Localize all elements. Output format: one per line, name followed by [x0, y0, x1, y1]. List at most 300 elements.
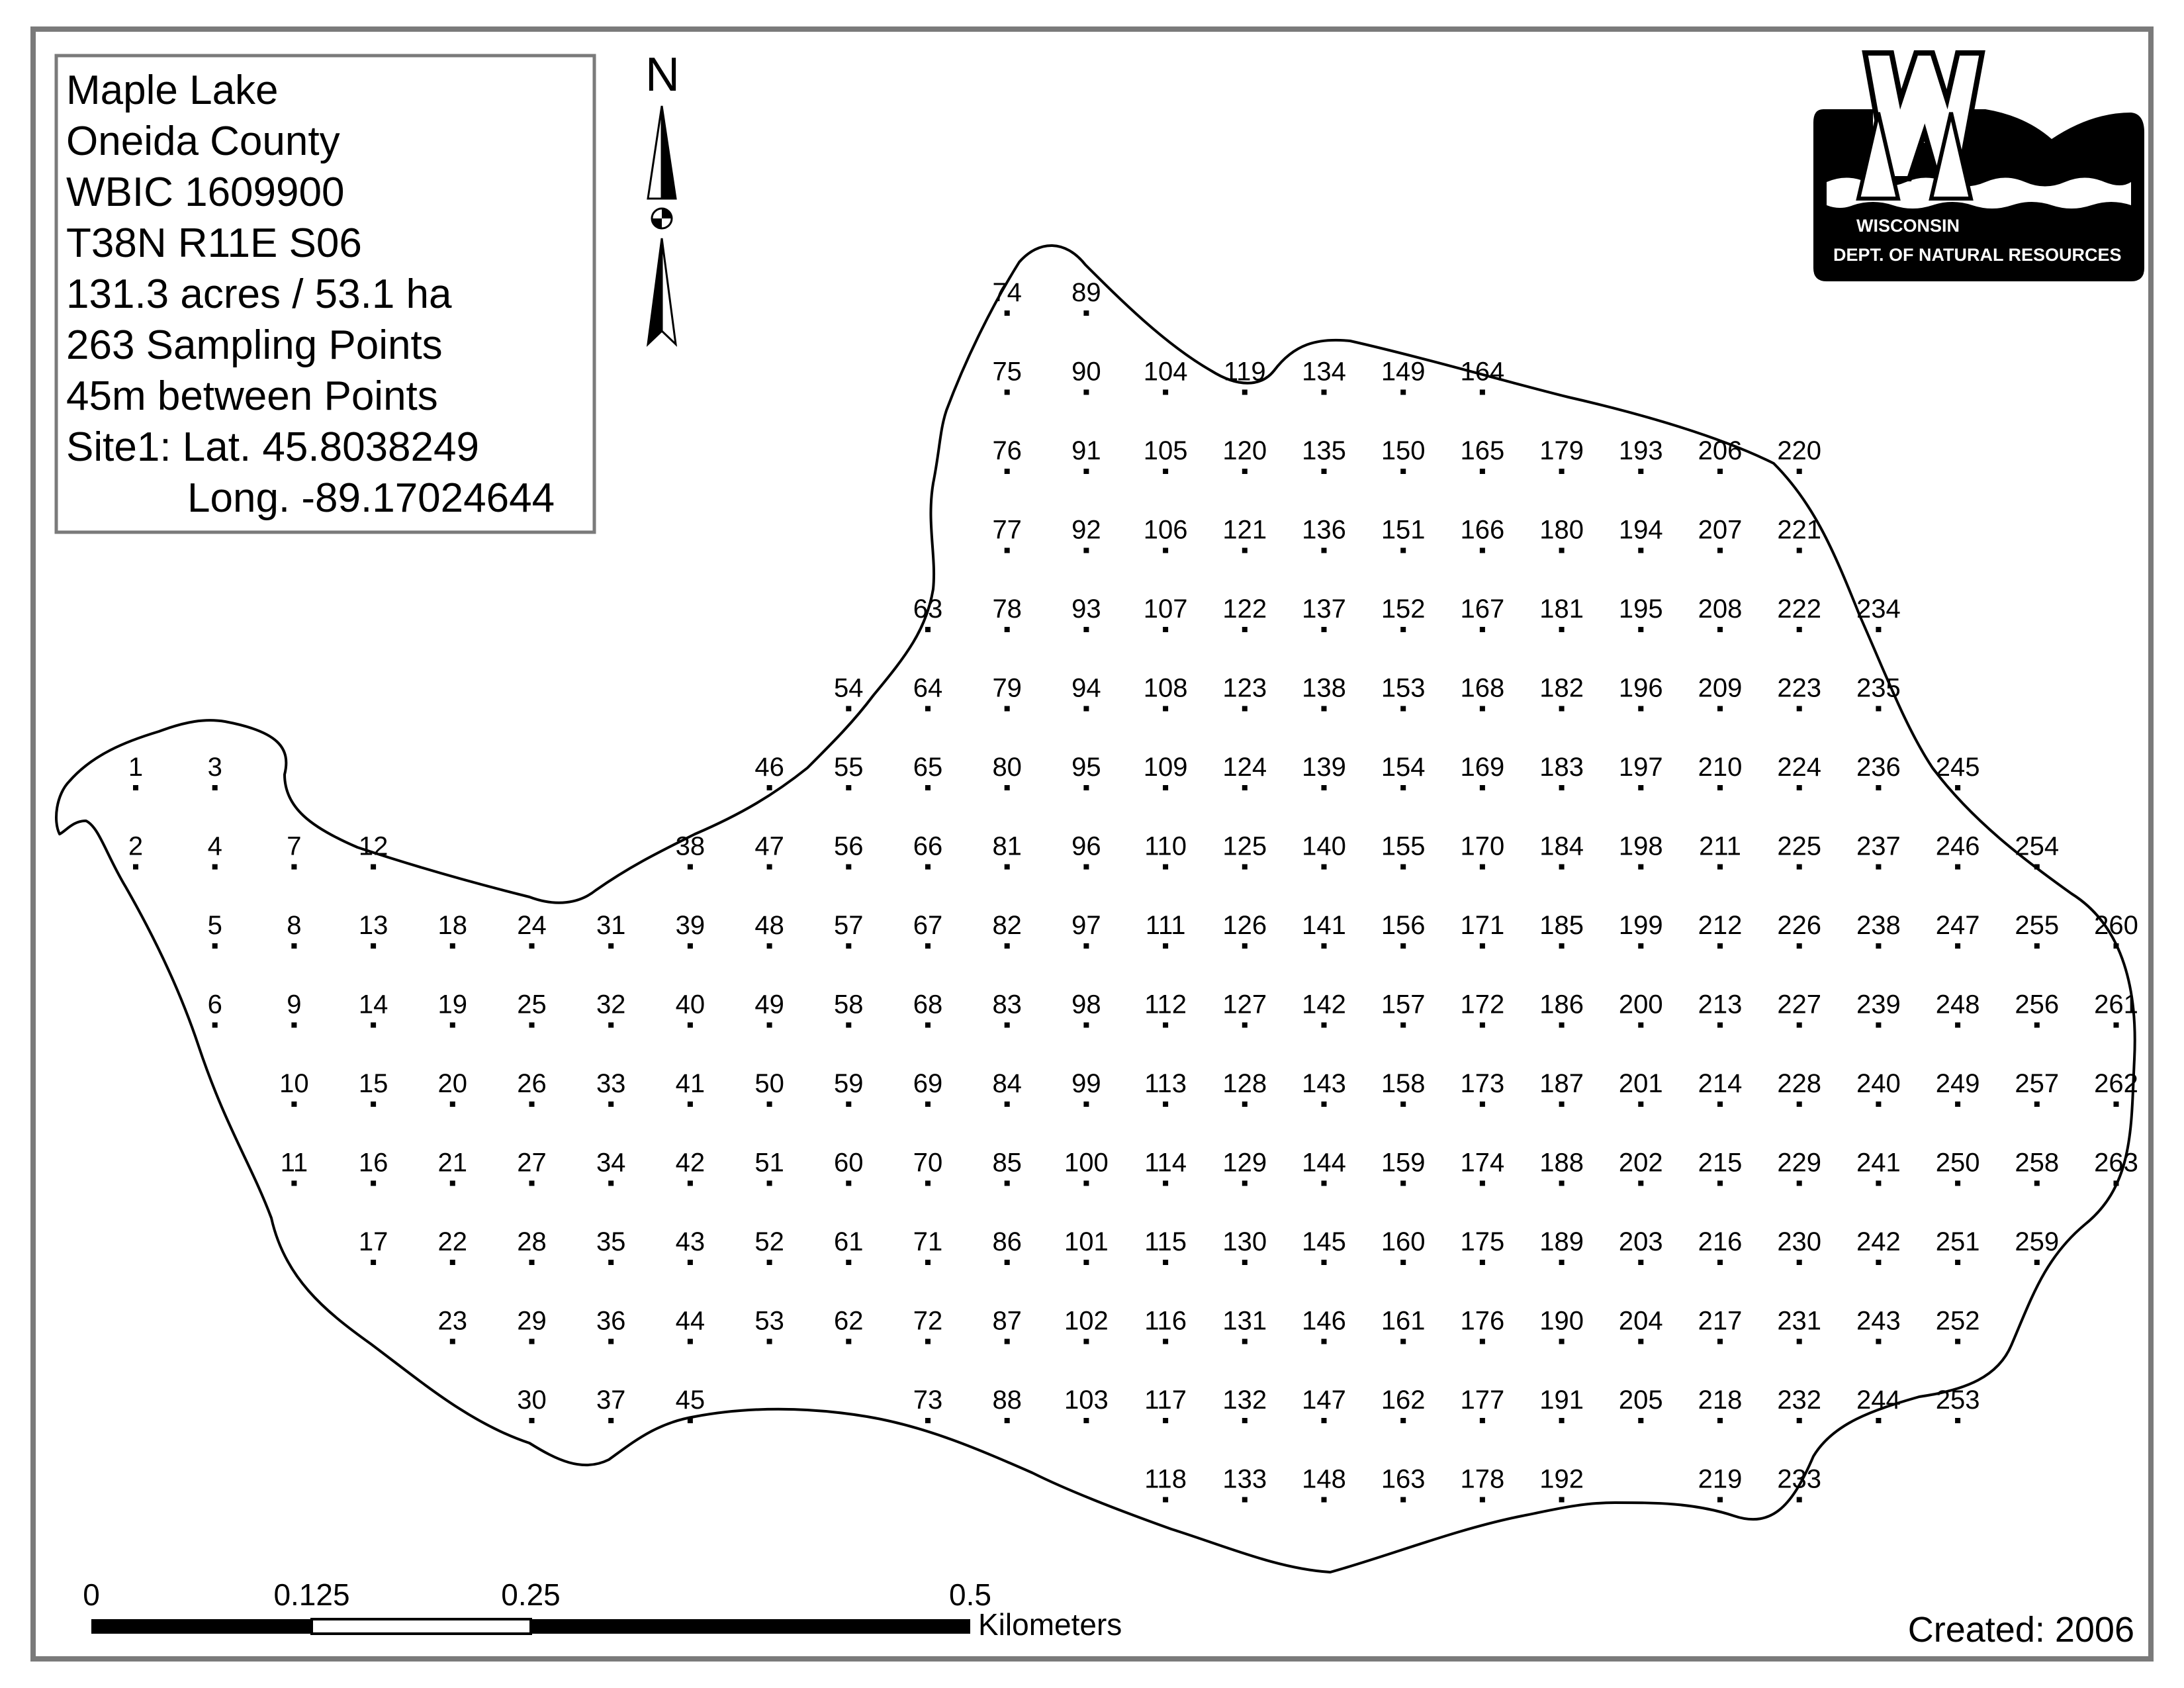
- sampling-point-dot: [846, 1023, 851, 1028]
- sampling-point-label: 113: [1144, 1069, 1187, 1098]
- logo-text-wisconsin: WISCONSIN: [1856, 216, 1960, 236]
- sampling-point-label: 11: [280, 1148, 308, 1178]
- sampling-point-label: 90: [1071, 357, 1101, 387]
- info-lake-name: Maple Lake: [66, 68, 279, 113]
- sampling-point-label: 140: [1302, 831, 1346, 861]
- sampling-point-dot: [2034, 1023, 2040, 1028]
- sampling-point-dot: [1876, 785, 1881, 790]
- sampling-point-dot: [1242, 1102, 1248, 1107]
- sampling-point-dot: [1480, 1497, 1485, 1503]
- sampling-point-dot: [1559, 469, 1565, 474]
- sampling-point-dot: [1638, 469, 1643, 474]
- sampling-point-dot: [450, 1102, 455, 1107]
- sampling-point-label: 114: [1144, 1148, 1187, 1178]
- info-site-lat: Site1: Lat. 45.8038249: [66, 424, 479, 470]
- sampling-point-label: 242: [1856, 1227, 1901, 1256]
- sampling-point-label: 132: [1222, 1385, 1267, 1415]
- sampling-point-label: 84: [992, 1069, 1022, 1098]
- sampling-point-dot: [291, 1102, 296, 1107]
- sampling-point-dot: [1638, 943, 1643, 949]
- sampling-point-dot: [1955, 1102, 1960, 1107]
- sampling-point-label: 76: [992, 436, 1022, 465]
- sampling-point-label: 260: [2094, 911, 2138, 940]
- sampling-point-label: 31: [596, 911, 626, 940]
- sampling-point-dot: [529, 1418, 535, 1423]
- sampling-point-dot: [371, 865, 376, 870]
- sampling-point-dot: [767, 1102, 772, 1107]
- sampling-point-dot: [1638, 1260, 1643, 1265]
- sampling-point-label: 40: [675, 990, 705, 1019]
- sampling-point-dot: [1083, 785, 1089, 790]
- sampling-point-dot: [1480, 1102, 1485, 1107]
- sampling-point-label: 212: [1698, 911, 1743, 940]
- sampling-point-label: 95: [1071, 753, 1101, 782]
- sampling-point-dot: [450, 1023, 455, 1028]
- sampling-point-label: 240: [1856, 1069, 1901, 1098]
- sampling-point-label: 110: [1144, 831, 1187, 861]
- sampling-point-label: 225: [1777, 831, 1822, 861]
- sampling-point-dot: [1242, 1418, 1248, 1423]
- sampling-point-dot: [529, 943, 535, 949]
- sampling-point-label: 100: [1064, 1148, 1109, 1178]
- sampling-point-dot: [1400, 390, 1406, 395]
- sampling-point-label: 66: [913, 831, 943, 861]
- scale-unit: Kilometers: [978, 1607, 1122, 1642]
- sampling-point-dot: [1163, 627, 1168, 632]
- sampling-point-label: 6: [207, 990, 222, 1019]
- sampling-point-dot: [1797, 1181, 1802, 1186]
- sampling-point-label: 79: [992, 673, 1022, 703]
- sampling-point-dot: [1242, 390, 1248, 395]
- sampling-point-label: 46: [754, 753, 784, 782]
- sampling-point-dot: [925, 1339, 931, 1344]
- sampling-point-dot: [1242, 469, 1248, 474]
- sampling-point-dot: [608, 943, 614, 949]
- sampling-point-dot: [1559, 785, 1565, 790]
- sampling-point-dot: [767, 943, 772, 949]
- sampling-point-dot: [1955, 1418, 1960, 1423]
- sampling-point-dot: [291, 943, 296, 949]
- sampling-point-label: 34: [596, 1148, 626, 1178]
- sampling-point-dot: [1797, 469, 1802, 474]
- sampling-point-label: 78: [992, 594, 1022, 624]
- sampling-point-dot: [1322, 1418, 1327, 1423]
- sampling-point-dot: [1400, 1497, 1406, 1503]
- sampling-point-dot: [688, 943, 693, 949]
- sampling-point-label: 42: [675, 1148, 705, 1178]
- sampling-point-label: 47: [754, 831, 784, 861]
- sampling-point-dot: [1322, 1497, 1327, 1503]
- sampling-point-dot: [925, 627, 931, 632]
- sampling-point-dot: [2034, 943, 2040, 949]
- sampling-point-label: 258: [2015, 1148, 2060, 1178]
- info-points: 263 Sampling Points: [66, 322, 443, 368]
- sampling-point-dot: [1717, 943, 1723, 949]
- sampling-point-dot: [1005, 1339, 1010, 1344]
- sampling-point-label: 155: [1381, 831, 1426, 861]
- scale-bar-segment-3: [531, 1619, 970, 1634]
- sampling-point-label: 261: [2094, 990, 2138, 1019]
- sampling-point-dot: [1400, 469, 1406, 474]
- sampling-point-dot: [1717, 1181, 1723, 1186]
- sampling-point-dot: [133, 785, 138, 790]
- sampling-point-label: 36: [596, 1306, 626, 1336]
- sampling-point-dot: [1005, 785, 1010, 790]
- sampling-point-label: 136: [1302, 515, 1346, 545]
- sampling-point-label: 208: [1698, 594, 1743, 624]
- sampling-point-label: 96: [1071, 831, 1101, 861]
- sampling-point-dot: [608, 1418, 614, 1423]
- sampling-point-label: 22: [437, 1227, 468, 1256]
- sampling-point-label: 252: [1935, 1306, 1980, 1336]
- sampling-point-dot: [1559, 1418, 1565, 1423]
- sampling-point-label: 195: [1618, 594, 1663, 624]
- logo-text-dept: DEPT. OF NATURAL RESOURCES: [1833, 245, 2122, 265]
- sampling-point-dot: [1005, 310, 1010, 316]
- sampling-point-label: 218: [1698, 1385, 1743, 1415]
- sampling-point-label: 230: [1777, 1227, 1822, 1256]
- sampling-point-dot: [1559, 627, 1565, 632]
- sampling-point-dot: [291, 1181, 296, 1186]
- sampling-point-dot: [688, 1023, 693, 1028]
- sampling-point-dot: [1322, 1023, 1327, 1028]
- sampling-point-label: 80: [992, 753, 1022, 782]
- sampling-point-dot: [1559, 1497, 1565, 1503]
- sampling-point-label: 192: [1539, 1464, 1584, 1494]
- sampling-point-label: 97: [1071, 911, 1101, 940]
- sampling-point-dot: [450, 1260, 455, 1265]
- sampling-point-label: 127: [1222, 990, 1267, 1019]
- sampling-point-label: 14: [358, 990, 388, 1019]
- sampling-point-label: 141: [1302, 911, 1346, 940]
- sampling-point-dot: [1638, 1023, 1643, 1028]
- sampling-point-label: 35: [596, 1227, 626, 1256]
- sampling-point-dot: [767, 785, 772, 790]
- sampling-point-label: 171: [1460, 911, 1505, 940]
- sampling-point-label: 62: [834, 1306, 864, 1336]
- sampling-point-dot: [1163, 1260, 1168, 1265]
- sampling-point-label: 170: [1460, 831, 1505, 861]
- sampling-point-dot: [1797, 785, 1802, 790]
- sampling-point-dot: [212, 1023, 218, 1028]
- sampling-point-dot: [1005, 1023, 1010, 1028]
- sampling-point-dot: [1876, 1181, 1881, 1186]
- sampling-point-label: 57: [834, 911, 864, 940]
- sampling-point-label: 123: [1222, 673, 1267, 703]
- sampling-point-label: 18: [437, 911, 468, 940]
- sampling-point-label: 53: [754, 1306, 784, 1336]
- sampling-point-label: 65: [913, 753, 943, 782]
- sampling-point-dot: [608, 1260, 614, 1265]
- sampling-point-dot: [1797, 865, 1802, 870]
- sampling-point-dot: [1242, 548, 1248, 553]
- sampling-point-label: 181: [1539, 594, 1584, 624]
- scale-tick-05: 0.5: [949, 1577, 991, 1612]
- sampling-point-label: 39: [675, 911, 705, 940]
- sampling-point-label: 107: [1143, 594, 1188, 624]
- sampling-point-dot: [1480, 785, 1485, 790]
- sampling-point-label: 200: [1618, 990, 1663, 1019]
- sampling-point-dot: [2114, 1181, 2119, 1186]
- sampling-point-label: 68: [913, 990, 943, 1019]
- sampling-point-label: 153: [1381, 673, 1426, 703]
- sampling-point-label: 20: [437, 1069, 468, 1098]
- sampling-point-dot: [1717, 548, 1723, 553]
- sampling-point-label: 23: [437, 1306, 468, 1336]
- sampling-point-label: 206: [1698, 436, 1743, 465]
- sampling-point-dot: [1163, 1181, 1168, 1186]
- sampling-point-dot: [1163, 1418, 1168, 1423]
- sampling-point-label: 133: [1222, 1464, 1267, 1494]
- sampling-point-dot: [1797, 627, 1802, 632]
- sampling-point-label: 199: [1618, 911, 1663, 940]
- sampling-point-dot: [529, 1260, 535, 1265]
- sampling-point-dot: [1322, 1260, 1327, 1265]
- sampling-point-label: 27: [517, 1148, 547, 1178]
- sampling-point-dot: [1242, 785, 1248, 790]
- sampling-point-dot: [1005, 469, 1010, 474]
- sampling-point-label: 74: [992, 278, 1022, 307]
- sampling-point-dot: [1163, 865, 1168, 870]
- sampling-point-label: 83: [992, 990, 1022, 1019]
- sampling-point-label: 234: [1856, 594, 1901, 624]
- sampling-point-dot: [1163, 1102, 1168, 1107]
- sampling-point-label: 30: [517, 1385, 547, 1415]
- sampling-point-label: 115: [1144, 1227, 1187, 1256]
- sampling-point-dot: [371, 1260, 376, 1265]
- sampling-point-dot: [608, 1023, 614, 1028]
- scale-tick-0125: 0.125: [273, 1577, 350, 1612]
- sampling-point-dot: [1955, 1339, 1960, 1344]
- sampling-point-label: 105: [1143, 436, 1188, 465]
- sampling-point-dot: [925, 1023, 931, 1028]
- sampling-point-dot: [1083, 1102, 1089, 1107]
- sampling-point-label: 52: [754, 1227, 784, 1256]
- sampling-point-label: 233: [1777, 1464, 1822, 1494]
- sampling-point-dot: [1400, 1418, 1406, 1423]
- sampling-point-label: 37: [596, 1385, 626, 1415]
- sampling-point-label: 202: [1618, 1148, 1663, 1178]
- sampling-point-label: 104: [1143, 357, 1188, 387]
- sampling-point-dot: [846, 1102, 851, 1107]
- sampling-point-dot: [1876, 1339, 1881, 1344]
- sampling-point-label: 69: [913, 1069, 943, 1098]
- sampling-point-dot: [1480, 943, 1485, 949]
- sampling-point-label: 226: [1777, 911, 1822, 940]
- sampling-point-label: 111: [1145, 911, 1186, 940]
- sampling-point-dot: [688, 1181, 693, 1186]
- sampling-point-label: 154: [1381, 753, 1426, 782]
- sampling-point-dot: [1876, 943, 1881, 949]
- sampling-point-label: 203: [1618, 1227, 1663, 1256]
- sampling-point-label: 152: [1381, 594, 1426, 624]
- sampling-point-dot: [1322, 627, 1327, 632]
- sampling-point-label: 12: [358, 831, 388, 861]
- sampling-point-dot: [371, 1181, 376, 1186]
- sampling-point-dot: [2034, 1102, 2040, 1107]
- sampling-point-label: 245: [1935, 753, 1980, 782]
- sampling-point-label: 236: [1856, 753, 1901, 782]
- sampling-point-dot: [688, 1418, 693, 1423]
- sampling-point-label: 139: [1302, 753, 1346, 782]
- sampling-point-label: 248: [1935, 990, 1980, 1019]
- sampling-point-label: 87: [992, 1306, 1022, 1336]
- scale-tick-025: 0.25: [501, 1577, 561, 1612]
- sampling-point-label: 255: [2015, 911, 2060, 940]
- sampling-point-dot: [371, 1102, 376, 1107]
- sampling-point-label: 186: [1539, 990, 1584, 1019]
- sampling-point-label: 19: [437, 990, 468, 1019]
- sampling-point-dot: [1400, 785, 1406, 790]
- sampling-point-dot: [1163, 390, 1168, 395]
- sampling-point-label: 126: [1222, 911, 1267, 940]
- sampling-point-label: 7: [287, 831, 302, 861]
- sampling-point-dot: [1955, 1181, 1960, 1186]
- sampling-point-dot: [688, 1260, 693, 1265]
- sampling-point-label: 215: [1698, 1148, 1743, 1178]
- sampling-point-dot: [1005, 706, 1010, 712]
- info-trs: T38N R11E S06: [66, 220, 362, 266]
- sampling-point-dot: [1955, 1260, 1960, 1265]
- sampling-point-dot: [1400, 1339, 1406, 1344]
- sampling-point-dot: [212, 785, 218, 790]
- sampling-point-dot: [1163, 1023, 1168, 1028]
- sampling-point-dot: [1717, 785, 1723, 790]
- sampling-point-dot: [1005, 865, 1010, 870]
- sampling-point-dot: [1559, 943, 1565, 949]
- sampling-point-label: 257: [2015, 1069, 2060, 1098]
- sampling-point-label: 214: [1698, 1069, 1743, 1098]
- sampling-point-label: 184: [1539, 831, 1584, 861]
- sampling-point-dot: [212, 943, 218, 949]
- sampling-point-label: 130: [1222, 1227, 1267, 1256]
- sampling-point-label: 103: [1064, 1385, 1109, 1415]
- sampling-point-label: 64: [913, 673, 943, 703]
- sampling-point-dot: [1797, 1497, 1802, 1503]
- sampling-point-dot: [608, 1181, 614, 1186]
- sampling-point-dot: [846, 1339, 851, 1344]
- sampling-point-dot: [1083, 1260, 1089, 1265]
- sampling-point-label: 1: [128, 753, 144, 782]
- sampling-point-label: 24: [517, 911, 547, 940]
- sampling-point-label: 117: [1144, 1385, 1187, 1415]
- sampling-point-label: 168: [1460, 673, 1505, 703]
- sampling-point-dot: [2034, 865, 2040, 870]
- sampling-point-dot: [1400, 548, 1406, 553]
- sampling-point-label: 249: [1935, 1069, 1980, 1098]
- sampling-point-label: 120: [1222, 436, 1267, 465]
- sampling-point-dot: [2034, 1181, 2040, 1186]
- sampling-point-dot: [2114, 1023, 2119, 1028]
- sampling-point-label: 190: [1539, 1306, 1584, 1336]
- sampling-point-dot: [846, 1260, 851, 1265]
- sampling-point-dot: [1955, 785, 1960, 790]
- sampling-point-label: 137: [1302, 594, 1346, 624]
- sampling-point-dot: [846, 706, 851, 712]
- sampling-point-label: 239: [1856, 990, 1901, 1019]
- sampling-point-label: 63: [913, 594, 943, 624]
- sampling-point-dot: [1717, 627, 1723, 632]
- sampling-point-dot: [1322, 390, 1327, 395]
- sampling-point-label: 237: [1856, 831, 1901, 861]
- sampling-point-dot: [1163, 1497, 1168, 1503]
- sampling-point-label: 180: [1539, 515, 1584, 545]
- sampling-point-label: 108: [1143, 673, 1188, 703]
- sampling-point-dot: [1797, 1260, 1802, 1265]
- sampling-point-dot: [1242, 1023, 1248, 1028]
- sampling-point-label: 223: [1777, 673, 1822, 703]
- sampling-point-label: 26: [517, 1069, 547, 1098]
- sampling-point-label: 238: [1856, 911, 1901, 940]
- sampling-point-label: 194: [1618, 515, 1663, 545]
- sampling-point-label: 182: [1539, 673, 1584, 703]
- sampling-point-dot: [1638, 1102, 1643, 1107]
- sampling-point-label: 262: [2094, 1069, 2138, 1098]
- sampling-point-dot: [1400, 627, 1406, 632]
- sampling-point-dot: [1242, 1339, 1248, 1344]
- sampling-point-dot: [1005, 548, 1010, 553]
- sampling-point-dot: [1797, 1418, 1802, 1423]
- sampling-point-label: 45: [675, 1385, 705, 1415]
- sampling-point-label: 58: [834, 990, 864, 1019]
- sampling-point-label: 197: [1618, 753, 1663, 782]
- sampling-point-dot: [450, 1181, 455, 1186]
- sampling-point-dot: [1638, 785, 1643, 790]
- sampling-point-label: 89: [1071, 278, 1101, 307]
- sampling-point-label: 235: [1856, 673, 1901, 703]
- sampling-point-label: 179: [1539, 436, 1584, 465]
- sampling-point-dot: [1638, 548, 1643, 553]
- sampling-point-label: 148: [1302, 1464, 1346, 1494]
- sampling-point-label: 169: [1460, 753, 1505, 782]
- sampling-point-dot: [450, 943, 455, 949]
- sampling-point-label: 167: [1460, 594, 1505, 624]
- sampling-point-label: 191: [1539, 1385, 1584, 1415]
- sampling-point-dot: [1717, 865, 1723, 870]
- sampling-point-label: 147: [1302, 1385, 1346, 1415]
- sampling-point-label: 119: [1223, 357, 1266, 387]
- sampling-point-dot: [1400, 1260, 1406, 1265]
- sampling-point-dot: [1163, 785, 1168, 790]
- sampling-point-dot: [1005, 1260, 1010, 1265]
- sampling-point-dot: [1480, 548, 1485, 553]
- sampling-point-dot: [925, 1181, 931, 1186]
- sampling-point-label: 221: [1777, 515, 1822, 545]
- sampling-point-label: 229: [1777, 1148, 1822, 1178]
- sampling-point-dot: [1876, 627, 1881, 632]
- sampling-point-dot: [212, 865, 218, 870]
- sampling-point-dot: [529, 1023, 535, 1028]
- sampling-point-dot: [925, 1418, 931, 1423]
- sampling-point-label: 187: [1539, 1069, 1584, 1098]
- sampling-point-dot: [925, 785, 931, 790]
- sampling-point-dot: [688, 1102, 693, 1107]
- sampling-point-label: 165: [1460, 436, 1505, 465]
- sampling-point-dot: [1638, 627, 1643, 632]
- north-label: N: [645, 48, 680, 101]
- sampling-point-label: 131: [1222, 1306, 1267, 1336]
- sampling-point-label: 38: [675, 831, 705, 861]
- sampling-point-dot: [1083, 1339, 1089, 1344]
- sampling-point-dot: [1559, 1260, 1565, 1265]
- sampling-point-label: 259: [2015, 1227, 2060, 1256]
- scale-bar-segment-2: [312, 1619, 531, 1634]
- sampling-point-label: 25: [517, 990, 547, 1019]
- sampling-point-dot: [1559, 1181, 1565, 1186]
- sampling-point-label: 164: [1460, 357, 1505, 387]
- sampling-point-label: 73: [913, 1385, 943, 1415]
- sampling-point-label: 188: [1539, 1148, 1584, 1178]
